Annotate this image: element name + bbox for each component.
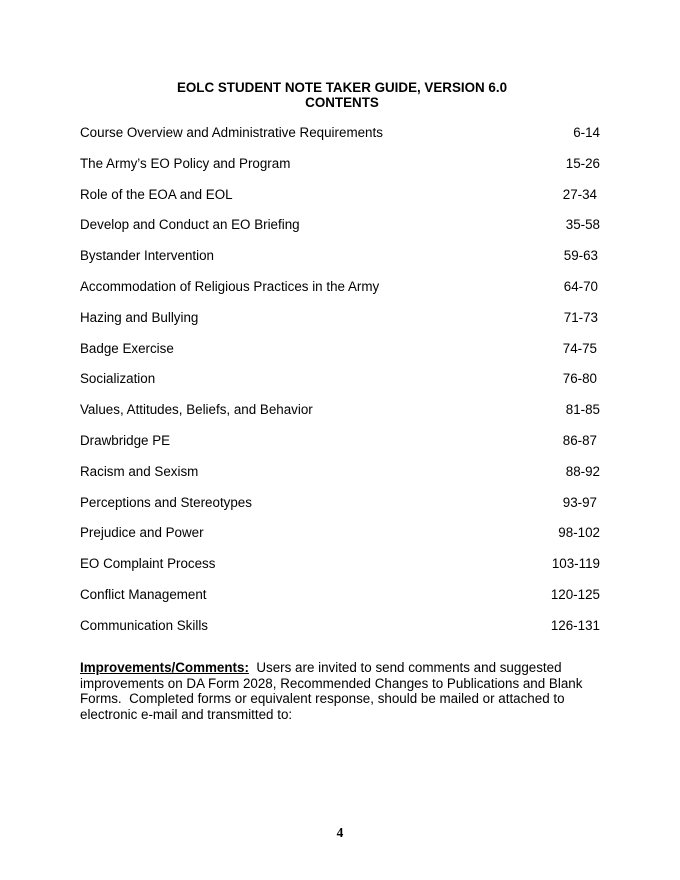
document-title: EOLC STUDENT NOTE TAKER GUIDE, VERSION 6.0 (176, 80, 508, 95)
toc-entry (80, 341, 600, 372)
toc-entry-pages: 98-102 (558, 525, 600, 541)
improvements-body: Users are invited to send comments and suggested improvements on DA Form 2028, Recommended Changes to Publications and Blank Forms. Completed forms or equivalent response, should be mailed or attached to electronic e-mail and transmitted to: (80, 660, 587, 722)
toc-entry-pages: 15-26 (565, 155, 600, 171)
toc-entry-pages: 35-58 (565, 217, 600, 233)
toc-entry (80, 556, 600, 587)
toc-entry-pages: 88-92 (565, 463, 600, 479)
toc-entry (80, 587, 600, 618)
toc-entry-title: Communication Skills (80, 617, 208, 633)
toc-entry-pages: 6-14 (573, 125, 600, 140)
toc-entry (80, 618, 600, 649)
toc-entry-pages: 81-85 (565, 402, 600, 418)
toc-entry-title: Drawbridge PE (80, 432, 171, 448)
improvements-heading: Improvements/Comments: (80, 660, 249, 676)
toc-entry-pages: 64-70 (563, 278, 598, 294)
toc-entry-title: Course Overview and Administrative Requirements (80, 125, 383, 140)
toc-entry (80, 125, 600, 156)
toc-entry-title: Hazing and Bullying (80, 309, 199, 325)
toc-entry-title: Role of the EOA and EOL (80, 186, 233, 202)
toc-entry-title: The Army’s EO Policy and Program (80, 155, 291, 171)
toc-entry-title: Perceptions and Stereotypes (80, 494, 252, 510)
toc-entry (80, 464, 600, 495)
toc-entry-pages: 59-63 (563, 248, 598, 264)
toc-entry-pages: 27-34 (562, 186, 597, 202)
toc-entry (80, 156, 600, 187)
toc-entry-title: Socialization (80, 371, 156, 387)
table-of-contents (80, 125, 600, 649)
toc-entry-title: Accommodation of Religious Practices in the Army (80, 278, 380, 294)
toc-entry-title: Prejudice and Power (80, 525, 204, 541)
toc-entry (80, 187, 600, 218)
toc-entry-pages: 93-97 (562, 494, 597, 510)
toc-entry (80, 279, 600, 310)
toc-entry-title: Conflict Management (80, 586, 207, 602)
improvements-notice (80, 660, 590, 722)
toc-entry-title: EO Complaint Process (80, 556, 216, 572)
toc-entry (80, 433, 600, 464)
page-number: 4 (336, 825, 344, 840)
toc-entry-title: Badge Exercise (80, 340, 174, 356)
contents-heading: CONTENTS (305, 95, 379, 110)
toc-entry-title: Develop and Conduct an EO Briefing (80, 217, 300, 233)
toc-entry (80, 495, 600, 526)
toc-entry-pages: 86-87 (562, 432, 597, 448)
toc-entry-title: Bystander Intervention (80, 248, 214, 264)
toc-entry-pages: 71-73 (563, 309, 598, 325)
toc-entry-pages: 76-80 (562, 371, 597, 387)
toc-entry (80, 371, 600, 402)
toc-entry (80, 310, 600, 341)
toc-entry-title: Values, Attitudes, Beliefs, and Behavior (80, 402, 313, 418)
toc-entry-pages: 126-131 (550, 617, 600, 633)
toc-entry-pages: 74-75 (562, 340, 597, 356)
toc-entry (80, 217, 600, 248)
toc-entry-pages: 103-119 (551, 556, 600, 572)
toc-entry (80, 525, 600, 556)
title-block (0, 80, 680, 110)
toc-entry (80, 248, 600, 279)
toc-entry-pages: 120-125 (550, 586, 600, 602)
toc-entry-title: Racism and Sexism (80, 463, 199, 479)
toc-entry (80, 402, 600, 433)
